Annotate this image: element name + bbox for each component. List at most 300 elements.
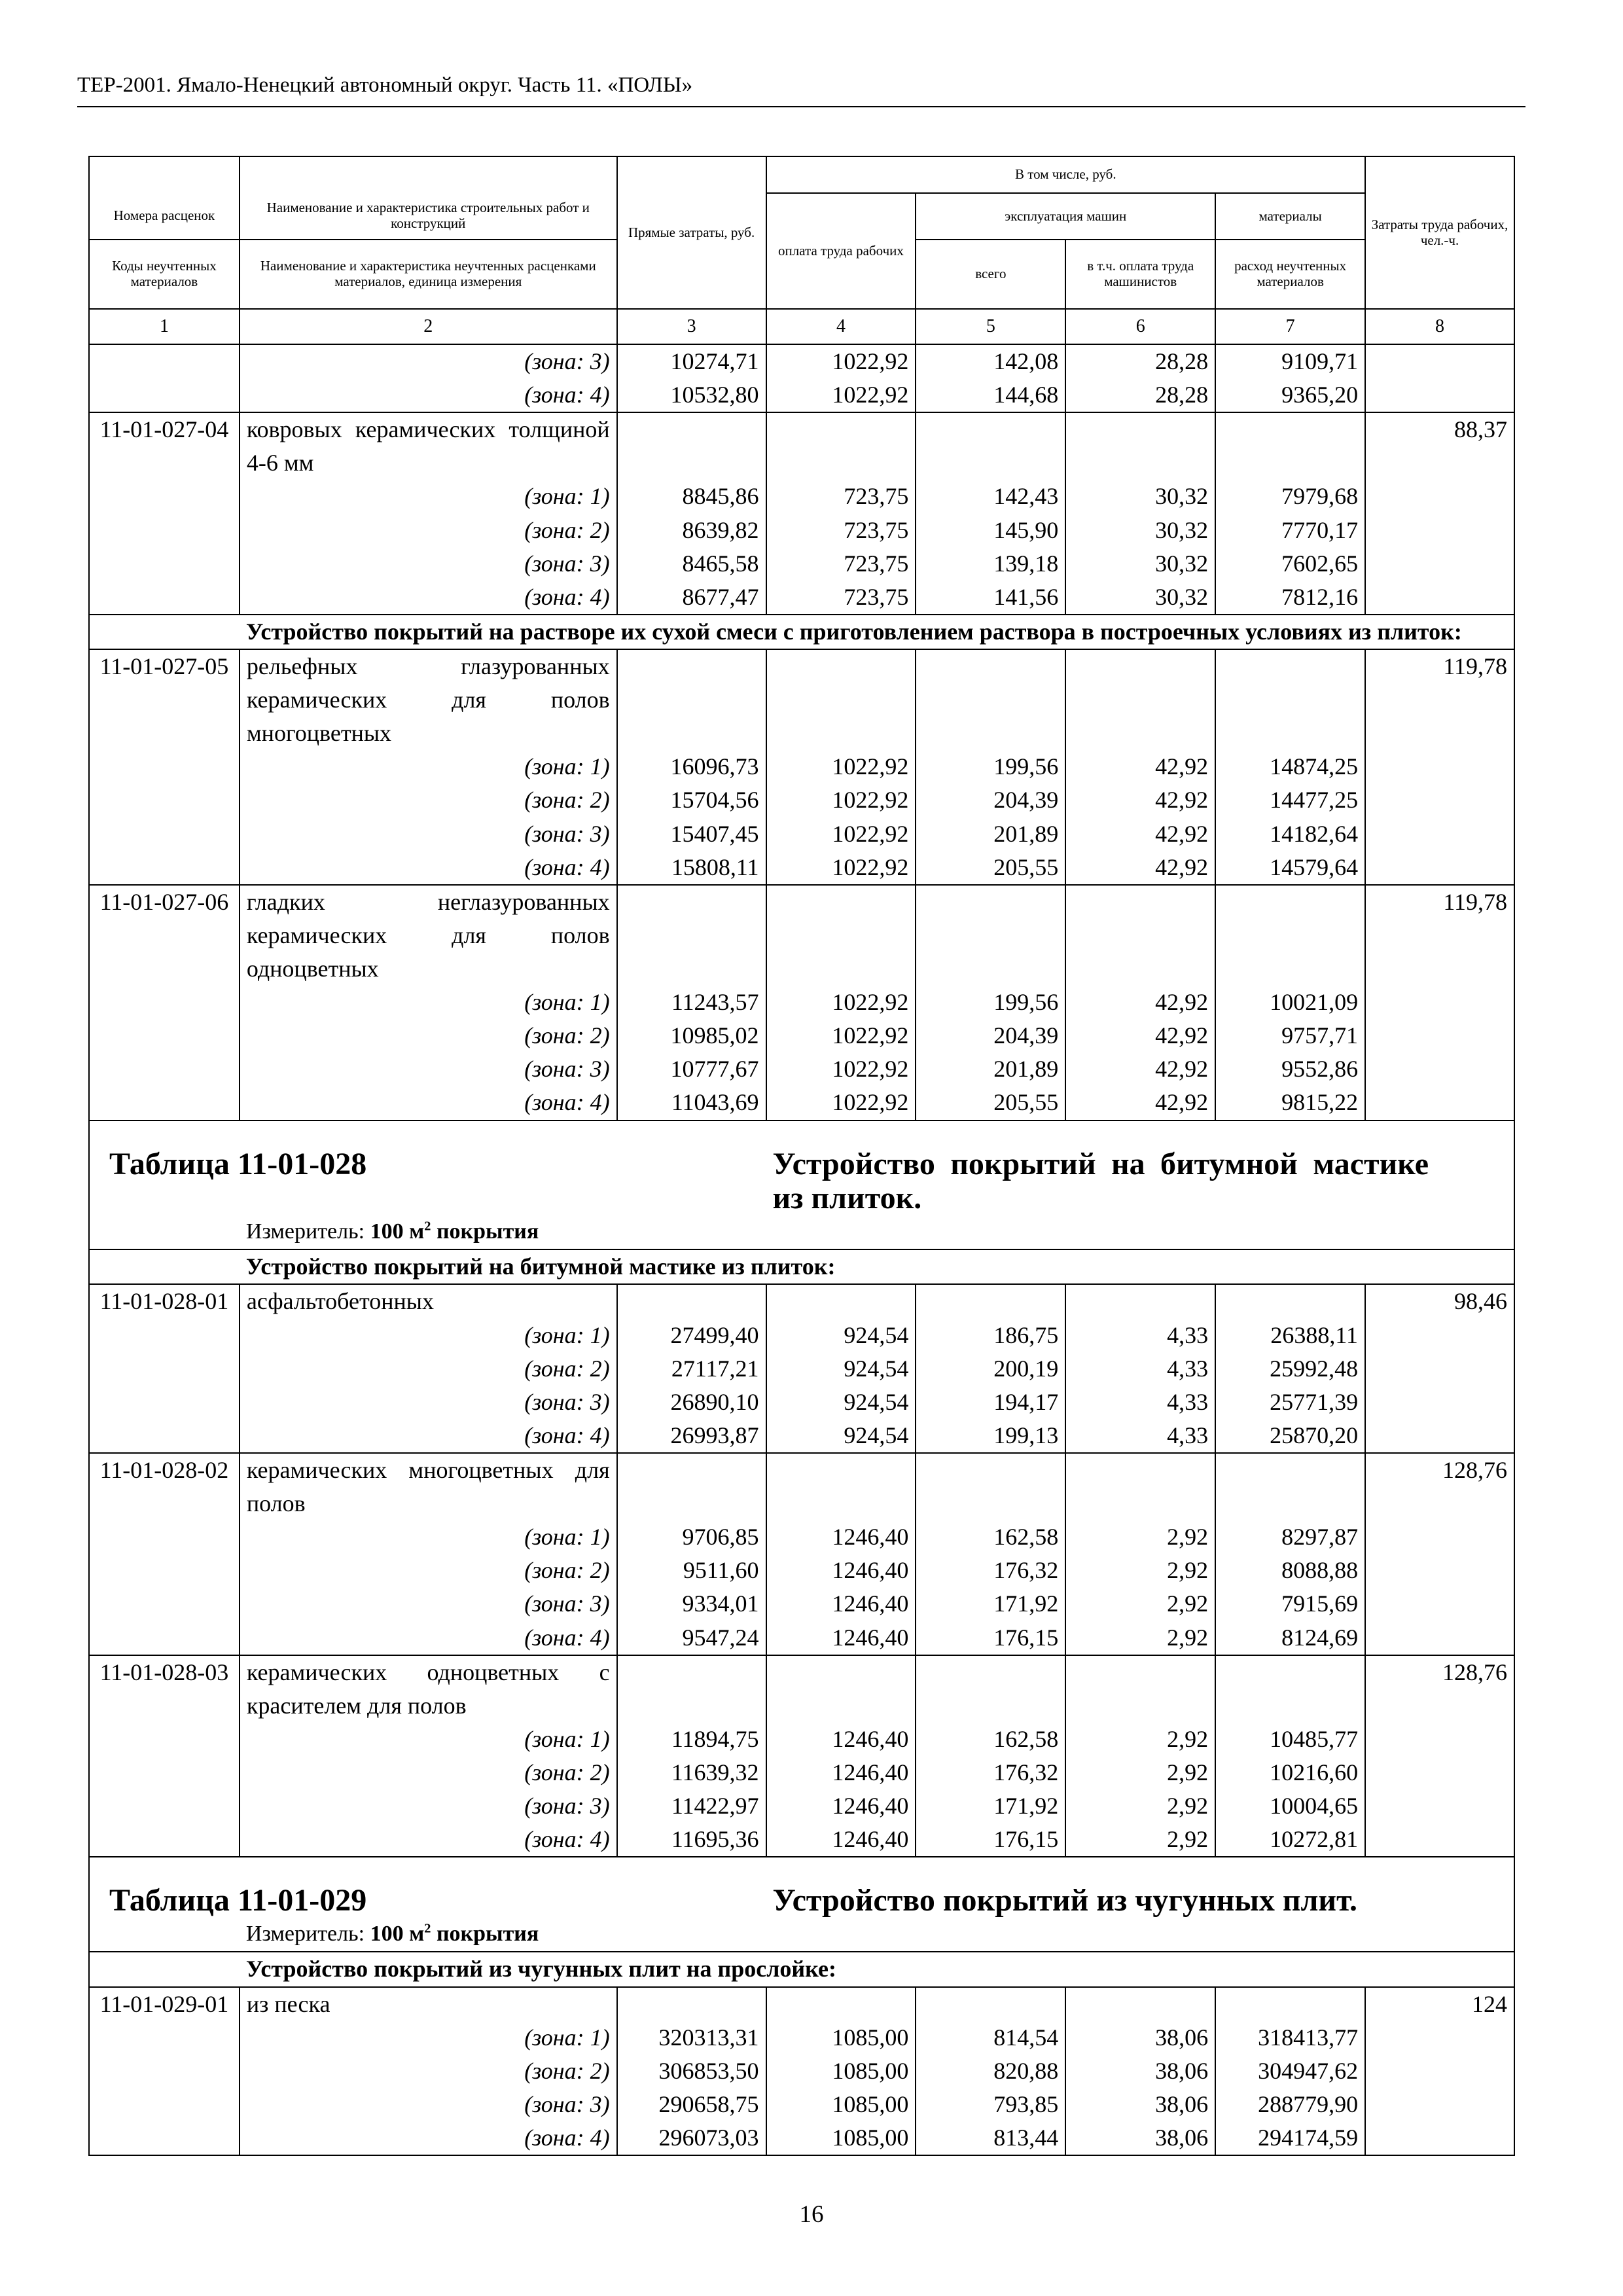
value-cell: 205,55 — [916, 1086, 1065, 1120]
meter-object: покрытия — [436, 1922, 539, 1946]
zone-row — [89, 1789, 1514, 1823]
rate-code: 11-01-028-02 — [89, 1453, 240, 1520]
value-cell: 30,32 — [1065, 581, 1215, 615]
labor-cell — [1365, 1019, 1514, 1052]
meter-exponent: 2 — [424, 1219, 431, 1234]
value-cell: 186,75 — [916, 1319, 1065, 1352]
value-cell: 176,15 — [916, 1621, 1065, 1655]
value-cell: 176,15 — [916, 1823, 1065, 1857]
rates-table — [88, 156, 1515, 2156]
value-cell: 8677,47 — [617, 581, 766, 615]
col-number: 7 — [1215, 309, 1365, 344]
value-cell: 176,32 — [916, 1756, 1065, 1789]
value-cell: 25870,20 — [1215, 1419, 1365, 1453]
value-cell — [1065, 1987, 1215, 2021]
zone-label: (зона: 1) — [240, 480, 617, 513]
labor-value: 128,76 — [1365, 1655, 1514, 1723]
value-cell: 142,43 — [916, 480, 1065, 513]
col-number: 6 — [1065, 309, 1215, 344]
value-cell: 162,58 — [916, 1520, 1065, 1554]
rate-row — [89, 649, 1514, 750]
zone-row — [89, 1621, 1514, 1655]
value-cell: 14182,64 — [1215, 817, 1365, 851]
value-cell: 26890,10 — [617, 1386, 766, 1419]
value-cell: 1022,92 — [766, 986, 916, 1019]
value-cell — [916, 1655, 1065, 1723]
value-cell: 1022,92 — [766, 1019, 916, 1052]
zone-row — [89, 378, 1514, 412]
value-cell: 1246,40 — [766, 1587, 916, 1621]
labor-cell — [1365, 1756, 1514, 1789]
zone-row — [89, 986, 1514, 1019]
value-cell: 306853,50 — [617, 2054, 766, 2088]
code-cell — [89, 1216, 240, 1249]
value-cell: 15808,11 — [617, 851, 766, 885]
labor-cell — [1365, 783, 1514, 817]
zone-label: (зона: 4) — [240, 851, 617, 885]
labor-cell — [1365, 1052, 1514, 1086]
code-cell — [89, 1621, 240, 1655]
value-cell: 28,28 — [1065, 378, 1215, 412]
value-cell: 200,19 — [916, 1352, 1065, 1386]
meter — [240, 1216, 1514, 1249]
zone-label: (зона: 1) — [240, 2021, 617, 2054]
code-cell — [89, 1554, 240, 1587]
labor-value: 128,76 — [1365, 1453, 1514, 1520]
zone-label: (зона: 1) — [240, 1319, 617, 1352]
col-number: 8 — [1365, 309, 1514, 344]
value-cell — [1215, 649, 1365, 750]
value-cell: 8297,87 — [1215, 1520, 1365, 1554]
value-cell: 42,92 — [1065, 986, 1215, 1019]
value-cell: 1085,00 — [766, 2021, 916, 2054]
labor-cell — [1365, 1419, 1514, 1453]
value-cell: 9552,86 — [1215, 1052, 1365, 1086]
labor-cell — [1365, 480, 1514, 513]
labor-cell — [1365, 514, 1514, 547]
value-cell: 38,06 — [1065, 2021, 1215, 2054]
labor-cell — [1365, 581, 1514, 615]
value-cell — [1215, 412, 1365, 480]
code-cell — [89, 1723, 240, 1756]
value-cell: 1022,92 — [766, 1052, 916, 1086]
labor-cell — [1365, 817, 1514, 851]
code-cell — [89, 1952, 240, 1986]
zone-row — [89, 2121, 1514, 2155]
value-cell — [766, 1284, 916, 1318]
col-material-codes: Коды неучтенных материалов — [89, 240, 240, 309]
zone-row — [89, 2054, 1514, 2088]
zone-label: (зона: 3) — [240, 1386, 617, 1419]
value-cell: 42,92 — [1065, 817, 1215, 851]
zone-row — [89, 817, 1514, 851]
zone-label: (зона: 3) — [240, 344, 617, 378]
labor-cell — [1365, 1789, 1514, 1823]
labor-cell — [1365, 1621, 1514, 1655]
value-cell: 1246,40 — [766, 1823, 916, 1857]
value-cell: 14579,64 — [1215, 851, 1365, 885]
value-cell — [617, 412, 766, 480]
table-title-row — [89, 1857, 1514, 1918]
labor-cell — [1365, 1554, 1514, 1587]
rate-row — [89, 412, 1514, 480]
value-cell — [916, 412, 1065, 480]
zone-row — [89, 1386, 1514, 1419]
value-cell: 1246,40 — [766, 1520, 916, 1554]
labor-cell — [1365, 1352, 1514, 1386]
value-cell: 26993,87 — [617, 1419, 766, 1453]
value-cell: 10532,80 — [617, 378, 766, 412]
code-cell — [89, 2121, 240, 2155]
value-cell — [1215, 1655, 1365, 1723]
value-cell: 8845,86 — [617, 480, 766, 513]
value-cell: 820,88 — [916, 2054, 1065, 2088]
value-cell — [766, 649, 916, 750]
value-cell: 27117,21 — [617, 1352, 766, 1386]
value-cell: 2,92 — [1065, 1587, 1215, 1621]
zone-label: (зона: 3) — [240, 1587, 617, 1621]
meter-object: покрытия — [436, 1219, 539, 1244]
value-cell — [916, 1987, 1065, 2021]
rate-row — [89, 1987, 1514, 2021]
value-cell: 30,32 — [1065, 514, 1215, 547]
value-cell: 30,32 — [1065, 547, 1215, 581]
value-cell: 26388,11 — [1215, 1319, 1365, 1352]
zone-label: (зона: 2) — [240, 1756, 617, 1789]
value-cell — [617, 1987, 766, 2021]
value-cell: 171,92 — [916, 1789, 1065, 1823]
col-material-usage: расход неучтенных материалов — [1215, 240, 1365, 309]
code-cell — [89, 1052, 240, 1086]
meter-value: 100 м — [370, 1219, 425, 1244]
code-cell — [89, 514, 240, 547]
rate-code: 11-01-028-03 — [89, 1655, 240, 1723]
meter-unit — [370, 1922, 539, 1946]
rate-row — [89, 885, 1514, 986]
value-cell — [1215, 1987, 1365, 2021]
value-cell: 2,92 — [1065, 1621, 1215, 1655]
code-cell — [89, 480, 240, 513]
value-cell: 11243,57 — [617, 986, 766, 1019]
table-title: Устройство покрытий из чугунных плит. — [766, 1857, 1514, 1918]
code-cell — [89, 1789, 240, 1823]
col-number: 1 — [89, 309, 240, 344]
value-cell: 1022,92 — [766, 344, 916, 378]
value-cell: 7812,16 — [1215, 581, 1365, 615]
value-cell: 2,92 — [1065, 1823, 1215, 1857]
value-cell: 10272,81 — [1215, 1823, 1365, 1857]
value-cell: 38,06 — [1065, 2088, 1215, 2121]
section-row — [89, 615, 1514, 649]
zone-row — [89, 750, 1514, 783]
value-cell — [766, 1987, 916, 2021]
value-cell: 1022,92 — [766, 750, 916, 783]
value-cell: 38,06 — [1065, 2121, 1215, 2155]
section-row — [89, 1952, 1514, 1986]
value-cell: 924,54 — [766, 1352, 916, 1386]
meter-row — [89, 1918, 1514, 1952]
zone-label: (зона: 2) — [240, 1554, 617, 1587]
running-title: ТЕР-2001. Ямало-Ненецкий автономный округ. Часть 11. «ПОЛЫ» — [77, 73, 693, 97]
zone-row — [89, 2021, 1514, 2054]
value-cell: 141,56 — [916, 581, 1065, 615]
value-cell: 144,68 — [916, 378, 1065, 412]
value-cell: 9706,85 — [617, 1520, 766, 1554]
value-cell: 199,13 — [916, 1419, 1065, 1453]
zone-row — [89, 2088, 1514, 2121]
code-cell — [89, 817, 240, 851]
value-cell: 723,75 — [766, 581, 916, 615]
zone-row — [89, 1723, 1514, 1756]
labor-cell — [1365, 2088, 1514, 2121]
value-cell: 1246,40 — [766, 1756, 916, 1789]
value-cell — [617, 1284, 766, 1318]
value-cell: 42,92 — [1065, 750, 1215, 783]
value-cell — [617, 649, 766, 750]
value-cell: 288779,90 — [1215, 2088, 1365, 2121]
value-cell: 10004,65 — [1215, 1789, 1365, 1823]
value-cell: 142,08 — [916, 344, 1065, 378]
code-cell — [89, 851, 240, 885]
rate-description: гладких неглазурованных керамических для полов одноцветных — [240, 885, 617, 986]
rate-description: рельефных глазурованных керамических для полов многоцветных — [240, 649, 617, 750]
col-group-machines: эксплуатация машин — [916, 193, 1215, 240]
col-rate-number: Номера расценок — [89, 193, 240, 240]
labor-cell — [1365, 2121, 1514, 2155]
labor-cell — [1365, 1520, 1514, 1554]
col-machinist-pay: в т.ч. оплата труда машинистов — [1065, 240, 1215, 309]
code-cell — [89, 1249, 240, 1284]
value-cell: 924,54 — [766, 1319, 916, 1352]
code-cell — [89, 986, 240, 1019]
value-cell: 320313,31 — [617, 2021, 766, 2054]
col-number: 2 — [240, 309, 617, 344]
zone-row — [89, 1352, 1514, 1386]
value-cell: 304947,62 — [1215, 2054, 1365, 2088]
value-cell: 15704,56 — [617, 783, 766, 817]
value-cell: 42,92 — [1065, 1086, 1215, 1120]
value-cell — [916, 1453, 1065, 1520]
labor-value: 124 — [1365, 1987, 1514, 2021]
value-cell: 793,85 — [916, 2088, 1065, 2121]
value-cell: 723,75 — [766, 547, 916, 581]
col-work-name: Наименование и характеристика строительных работ и конструкций — [240, 193, 617, 240]
value-cell — [766, 1453, 916, 1520]
value-cell — [1215, 1284, 1365, 1318]
value-cell: 162,58 — [916, 1723, 1065, 1756]
value-cell: 924,54 — [766, 1386, 916, 1419]
labor-cell — [1365, 750, 1514, 783]
labor-cell — [1365, 1386, 1514, 1419]
value-cell: 30,32 — [1065, 480, 1215, 513]
labor-cell — [1365, 2021, 1514, 2054]
zone-row — [89, 1419, 1514, 1453]
value-cell: 4,33 — [1065, 1386, 1215, 1419]
value-cell: 38,06 — [1065, 2054, 1215, 2088]
value-cell: 204,39 — [916, 783, 1065, 817]
code-cell — [89, 1386, 240, 1419]
value-cell: 42,92 — [1065, 783, 1215, 817]
zone-row — [89, 480, 1514, 513]
meter-value: 100 м — [370, 1922, 425, 1946]
value-cell: 2,92 — [1065, 1723, 1215, 1756]
col-group-materials: материалы — [1215, 193, 1365, 240]
value-cell — [1065, 1453, 1215, 1520]
value-cell: 171,92 — [916, 1587, 1065, 1621]
meter-label: Измеритель: — [245, 1922, 365, 1946]
value-cell: 10485,77 — [1215, 1723, 1365, 1756]
section-heading: Устройство покрытий на растворе их сухой смеси с приготовлением раствора в построечных условиях из плиток: — [240, 615, 1514, 649]
value-cell: 9365,20 — [1215, 378, 1365, 412]
value-cell: 194,17 — [916, 1386, 1065, 1419]
col-material-names: Наименование и характеристика неучтенных расценками материалов, единица измерения — [240, 240, 617, 309]
value-cell: 11043,69 — [617, 1086, 766, 1120]
labor-cell — [1365, 1823, 1514, 1857]
zone-row — [89, 547, 1514, 581]
value-cell: 42,92 — [1065, 1019, 1215, 1052]
zone-row — [89, 783, 1514, 817]
value-cell — [916, 885, 1065, 986]
rate-code: 11-01-029-01 — [89, 1987, 240, 2021]
zone-label: (зона: 3) — [240, 547, 617, 581]
value-cell: 28,28 — [1065, 344, 1215, 378]
zone-label: (зона: 4) — [240, 1823, 617, 1857]
labor-value: 119,78 — [1365, 885, 1514, 986]
value-cell: 1022,92 — [766, 378, 916, 412]
zone-label: (зона: 1) — [240, 1723, 617, 1756]
value-cell: 1022,92 — [766, 817, 916, 851]
value-cell: 9815,22 — [1215, 1086, 1365, 1120]
value-cell: 1246,40 — [766, 1723, 916, 1756]
value-cell: 27499,40 — [617, 1319, 766, 1352]
zone-label: (зона: 2) — [240, 1019, 617, 1052]
zone-label: (зона: 4) — [240, 1621, 617, 1655]
value-cell: 9757,71 — [1215, 1019, 1365, 1052]
rate-description: керамических одноцветных с красителем для полов — [240, 1655, 617, 1723]
value-cell: 25992,48 — [1215, 1352, 1365, 1386]
value-cell: 14874,25 — [1215, 750, 1365, 783]
zone-row — [89, 1587, 1514, 1621]
zone-label: (зона: 4) — [240, 1419, 617, 1453]
value-cell: 10985,02 — [617, 1019, 766, 1052]
rate-code: 11-01-027-04 — [89, 412, 240, 480]
labor-cell — [1365, 1086, 1514, 1120]
zone-label: (зона: 1) — [240, 1520, 617, 1554]
col-worker-pay: оплата труда рабочих — [766, 193, 916, 309]
code-cell — [89, 547, 240, 581]
labor-cell — [1365, 986, 1514, 1019]
value-cell: 9109,71 — [1215, 344, 1365, 378]
code-cell — [89, 1587, 240, 1621]
value-cell: 1022,92 — [766, 851, 916, 885]
rate-row — [89, 1453, 1514, 1520]
value-cell: 201,89 — [916, 817, 1065, 851]
value-cell — [916, 1284, 1065, 1318]
value-cell: 201,89 — [916, 1052, 1065, 1086]
value-cell — [1065, 412, 1215, 480]
value-cell: 9547,24 — [617, 1621, 766, 1655]
col-machines-total: всего — [916, 240, 1065, 309]
code-cell — [89, 2088, 240, 2121]
value-cell: 14477,25 — [1215, 783, 1365, 817]
col-direct-costs: Прямые затраты, руб. — [617, 156, 766, 309]
col-labor: Затраты труда рабочих, чел.-ч. — [1365, 156, 1514, 309]
labor-cell — [1365, 2054, 1514, 2088]
header-rule — [77, 106, 1525, 107]
table-title-row — [89, 1121, 1514, 1217]
value-cell — [1065, 1284, 1215, 1318]
value-cell: 139,18 — [916, 547, 1065, 581]
value-cell: 11422,97 — [617, 1789, 766, 1823]
labor-value: 98,46 — [1365, 1284, 1514, 1318]
value-cell: 42,92 — [1065, 1052, 1215, 1086]
col-number: 4 — [766, 309, 916, 344]
value-cell: 1246,40 — [766, 1789, 916, 1823]
value-cell: 42,92 — [1065, 851, 1215, 885]
table-body — [89, 344, 1514, 2155]
value-cell: 10021,09 — [1215, 986, 1365, 1019]
value-cell: 2,92 — [1065, 1520, 1215, 1554]
value-cell — [766, 885, 916, 986]
zone-label: (зона: 2) — [240, 2054, 617, 2088]
code-cell — [89, 1419, 240, 1453]
section-heading: Устройство покрытий из чугунных плит на прослойке: — [240, 1952, 1514, 1986]
table-title: Устройство покрытий на битумной мастике из плиток. — [766, 1121, 1514, 1217]
value-cell: 723,75 — [766, 514, 916, 547]
value-cell: 294174,59 — [1215, 2121, 1365, 2155]
code-cell — [89, 378, 240, 412]
zone-row — [89, 1823, 1514, 1857]
zone-row — [89, 1554, 1514, 1587]
value-cell: 204,39 — [916, 1019, 1065, 1052]
value-cell: 1246,40 — [766, 1554, 916, 1587]
value-cell: 1022,92 — [766, 783, 916, 817]
value-cell — [617, 1655, 766, 1723]
zone-label: (зона: 4) — [240, 378, 617, 412]
value-cell: 1085,00 — [766, 2088, 916, 2121]
rate-description: керамических многоцветных для полов — [240, 1453, 617, 1520]
labor-cell — [1365, 1587, 1514, 1621]
value-cell — [617, 1453, 766, 1520]
zone-label: (зона: 2) — [240, 783, 617, 817]
value-cell: 145,90 — [916, 514, 1065, 547]
value-cell — [1065, 649, 1215, 750]
value-cell: 10274,71 — [617, 344, 766, 378]
code-cell — [89, 615, 240, 649]
value-cell: 199,56 — [916, 986, 1065, 1019]
value-cell: 296073,03 — [617, 2121, 766, 2155]
zone-row — [89, 1319, 1514, 1352]
labor-cell — [1365, 547, 1514, 581]
labor-cell — [1365, 344, 1514, 378]
value-cell: 1246,40 — [766, 1621, 916, 1655]
value-cell — [617, 885, 766, 986]
value-cell: 4,33 — [1065, 1319, 1215, 1352]
value-cell: 8088,88 — [1215, 1554, 1365, 1587]
zone-label: (зона: 1) — [240, 750, 617, 783]
code-cell — [89, 1520, 240, 1554]
rate-code: 11-01-027-06 — [89, 885, 240, 986]
zone-row — [89, 1756, 1514, 1789]
value-cell: 10216,60 — [1215, 1756, 1365, 1789]
value-cell: 9334,01 — [617, 1587, 766, 1621]
code-cell — [89, 2054, 240, 2088]
rate-description: из песка — [240, 1987, 617, 2021]
code-cell — [89, 2021, 240, 2054]
value-cell: 4,33 — [1065, 1419, 1215, 1453]
value-cell: 318413,77 — [1215, 2021, 1365, 2054]
rate-code: 11-01-028-01 — [89, 1284, 240, 1318]
